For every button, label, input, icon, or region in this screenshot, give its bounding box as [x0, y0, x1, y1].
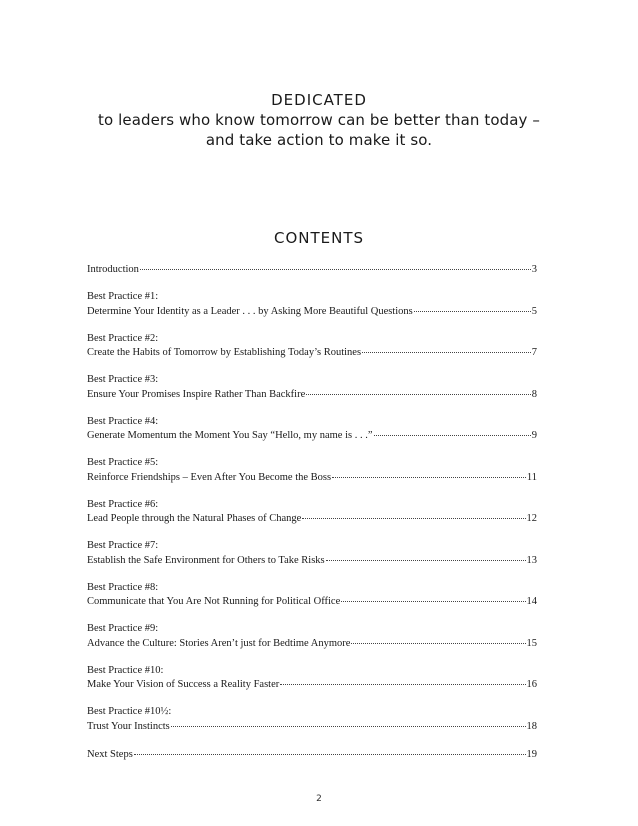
- toc-entry-page: 19: [526, 748, 537, 760]
- contents-title: CONTENTS: [273, 229, 365, 247]
- toc-entry-page: 12: [526, 513, 537, 524]
- page-number: 2: [316, 794, 322, 804]
- toc-entry-row: [87, 428, 537, 443]
- dedication-line-2: and take action to make it so.: [205, 131, 433, 149]
- toc-entry: [87, 415, 537, 443]
- toc-entry-page: 7: [531, 347, 537, 358]
- toc-entry-page: 8: [531, 388, 537, 400]
- toc-entry-title: Determine Your Identity as a Leader . . . by Asking More Beautiful Questions: [87, 305, 413, 317]
- toc-entry-page: 9: [531, 430, 537, 441]
- toc-entry-heading: Best Practice #4:: [87, 415, 159, 427]
- dot-leader: [351, 634, 525, 644]
- toc-entry-heading: Best Practice #3:: [87, 374, 159, 385]
- toc-entry: [87, 456, 537, 484]
- toc-entry-title: Create the Habits of Tomorrow by Establishing Today’s Routines: [87, 347, 362, 358]
- toc-entry-row: [87, 511, 537, 526]
- toc-entry-heading: Best Practice #2:: [87, 332, 159, 344]
- dot-leader: [374, 426, 531, 436]
- toc-entry: [87, 262, 537, 277]
- dedication-line-1: to leaders who know tomorrow can be better than today –: [97, 111, 541, 129]
- dot-leader: [362, 343, 531, 353]
- toc-entry-title: Trust Your Instincts: [87, 720, 170, 732]
- toc-entry-heading: Best Practice #10:: [87, 664, 164, 676]
- toc-entry-heading: Best Practice #7:: [87, 540, 159, 551]
- toc-entry-title: Establish the Safe Environment for Others to Take Risks: [87, 554, 325, 566]
- toc-entry-heading: Best Practice #6:: [87, 498, 159, 510]
- toc-entry: [87, 747, 537, 762]
- toc-entry-page: 16: [526, 679, 537, 690]
- toc-entry-title: Ensure Your Promises Inspire Rather Than Backfire: [87, 388, 306, 400]
- dot-leader: [306, 385, 531, 395]
- toc-entry-title: Make Your Vision of Success a Reality Faster: [87, 679, 280, 690]
- toc-entry: [87, 332, 537, 360]
- toc-entry: [87, 290, 537, 318]
- toc-entry: [87, 705, 537, 733]
- toc-entry-page: 3: [531, 264, 537, 275]
- toc-entry-row: [87, 636, 537, 651]
- toc-entry-row: [87, 470, 537, 485]
- toc-entry-page: 14: [526, 596, 537, 607]
- toc-entry-row: [87, 747, 537, 762]
- dot-leader: [341, 592, 525, 602]
- toc-entry-page: 18: [526, 720, 537, 732]
- toc-entry-title: Advance the Culture: Stories Aren’t just for Bedtime Anymore: [87, 637, 351, 649]
- toc-entry: [87, 622, 537, 650]
- toc-entry-heading: Best Practice #1:: [87, 291, 159, 302]
- toc-entry-title: Communicate that You Are Not Running for Political Office: [87, 596, 341, 607]
- toc-entry-row: [87, 345, 537, 360]
- dot-leader: [414, 302, 531, 312]
- toc-entry: [87, 373, 537, 401]
- dot-leader: [171, 717, 526, 727]
- dedication-title: DEDICATED: [271, 91, 367, 109]
- toc-entry-title: Generate Momentum the Moment You Say “Hello, my name is . . .”: [87, 430, 373, 441]
- toc-entry: [87, 581, 537, 609]
- toc-entry-heading: Best Practice #10½:: [87, 706, 172, 717]
- toc-entry-row: [87, 719, 537, 734]
- dot-leader: [280, 675, 525, 685]
- dot-leader: [302, 509, 525, 519]
- toc-entry-row: [87, 304, 537, 319]
- toc-entry-row: [87, 262, 537, 277]
- toc-entry-title: Next Steps: [87, 748, 133, 760]
- dot-leader: [326, 551, 526, 561]
- toc-entry-page: 15: [526, 637, 537, 649]
- toc-entry-title: Lead People through the Natural Phases of Change: [87, 513, 302, 524]
- toc-entry: [87, 498, 537, 526]
- toc-entry-page: 11: [526, 471, 537, 483]
- toc-entry-row: [87, 387, 537, 402]
- dot-leader: [332, 468, 526, 478]
- toc-entry-heading: Best Practice #8:: [87, 581, 159, 593]
- toc-entry-page: 5: [531, 305, 537, 317]
- toc-entry-row: [87, 677, 537, 692]
- dot-leader: [134, 745, 526, 755]
- table-of-contents: [87, 262, 537, 761]
- toc-entry: [87, 539, 537, 567]
- toc-entry-row: [87, 594, 537, 609]
- toc-entry: [87, 664, 537, 692]
- dedication: [0, 90, 638, 150]
- toc-entry-row: [87, 553, 537, 568]
- toc-entry-title: Introduction: [87, 264, 139, 275]
- toc-entry-heading: Best Practice #5:: [87, 457, 159, 468]
- toc-entry-page: 13: [526, 554, 537, 566]
- toc-entry-heading: Best Practice #9:: [87, 623, 159, 634]
- dot-leader: [140, 260, 531, 270]
- toc-entry-title: Reinforce Friendships – Even After You Become the Boss: [87, 471, 332, 483]
